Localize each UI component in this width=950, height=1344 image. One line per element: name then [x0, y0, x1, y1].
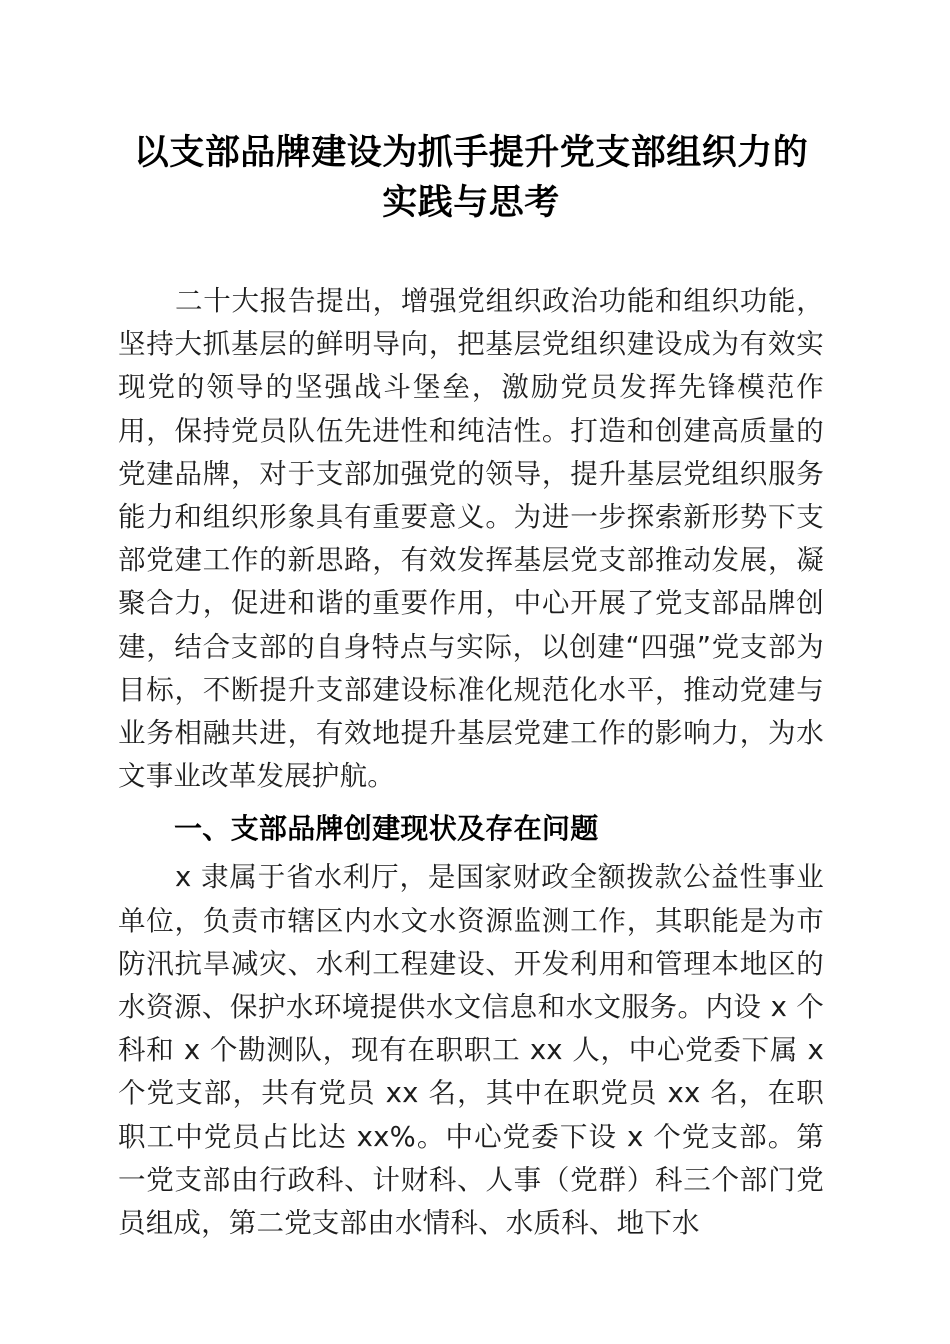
paragraph-unit-overview: x 隶属于省水利厅，是国家财政全额拨款公益性事业单位，负责市辖区内水文水资源监测工作，其职能是为市防汛抗旱减灾、水利工程建设、开发利用和管理本地区的水资源、保护水环境提供水文信息和水文服务。内设 x 个科和 x 个勘测队，现有在职职工 xx 人，中心党委下属 x 个党支部，共有党员 xx 名，其中在职党员 xx 名，在职职工中党员占比达 xx%。中心党委下设 x 个党支部。第一党支部由行政科、计财科、人事（党群）科三个部门党员组成，第二党支部由水情科、水质科、地下水 [118, 861, 824, 1240]
document-text-column [118, 0, 824, 1245]
page-title: 以支部品牌建设为抓手提升党支部组织力的实践与思考 [133, 132, 809, 223]
section-heading-one: 一、支部品牌创建现状及存在问题 [174, 812, 599, 846]
paragraph-intro: 二十大报告提出，增强党组织政治功能和组织功能，坚持大抓基层的鲜明导向，把基层党组织建设成为有效实现党的领导的坚强战斗堡垒，激励党员发挥先锋模范作用，保持党员队伍先进性和纯洁性。打造和创建高质量的党建品牌，对于支部加强党的领导，提升基层党组织服务能力和组织形象具有重要意义。为进一步探索新形势下支部党建工作的新思路，有效发挥基层党支部推动发展，凝聚合力，促进和谐的重要作用，中心开展了党支部品牌创建，结合支部的自身特点与实际，以创建“四强”党支部为目标，不断提升支部建设标准化规范化水平，推动党建与业务相融共进，有效地提升基层党建工作的影响力，为水文事业改革发展护航。 [118, 285, 824, 793]
